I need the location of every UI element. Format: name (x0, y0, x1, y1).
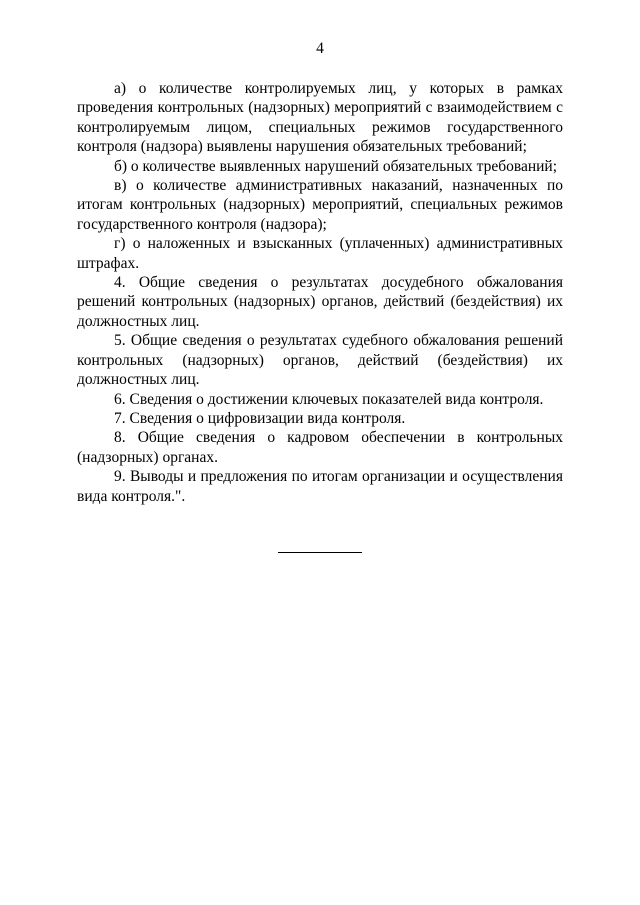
paragraph-section-7: 7. Сведения о цифровизации вида контроля. (114, 409, 406, 427)
paragraph-section-8: 8. Общие сведения о кадровом обеспечении в контрольных (надзорных) органах. (77, 429, 563, 466)
paragraph-section-6: 6. Сведения о достижении ключевых показателей вида контроля. (114, 390, 544, 408)
paragraph-section-9: 9. Выводы и предложения по итогам организации и осуществления вида контроля.". (77, 468, 563, 505)
page-number: 4 (316, 40, 324, 57)
document-body (77, 79, 563, 506)
paragraph-section-5: 5. Общие сведения о результатах судебного обжалования решений контрольных (надзорных) органов, действий (бездействия) их должностных лиц. (77, 332, 563, 389)
paragraph-section-4: 4. Общие сведения о результатах досудебного обжалования решений контрольных (надзорных) органов, действий (бездействия) их должностных лиц. (77, 274, 563, 330)
paragraph-item-g: г) о наложенных и взысканных (уплаченных) административных штрафах. (77, 235, 563, 272)
paragraph-item-a: а) о количестве контролируемых лиц, у которых в рамках проведения контрольных (надзорных) мероприятий с взаимодействием с контролируемым лицом, специальных режимов государственного контроля (надзора) выявлены нарушения обязательных требований; (77, 80, 563, 156)
end-separator-line (278, 552, 362, 553)
paragraph-item-b: б) о количестве выявленных нарушений обязательных требований; (114, 157, 558, 175)
paragraph-item-v: в) о количестве административных наказаний, назначенных по итогам контрольных (надзорных) мероприятий, специальных режимов государственного контроля (надзора); (77, 177, 563, 233)
